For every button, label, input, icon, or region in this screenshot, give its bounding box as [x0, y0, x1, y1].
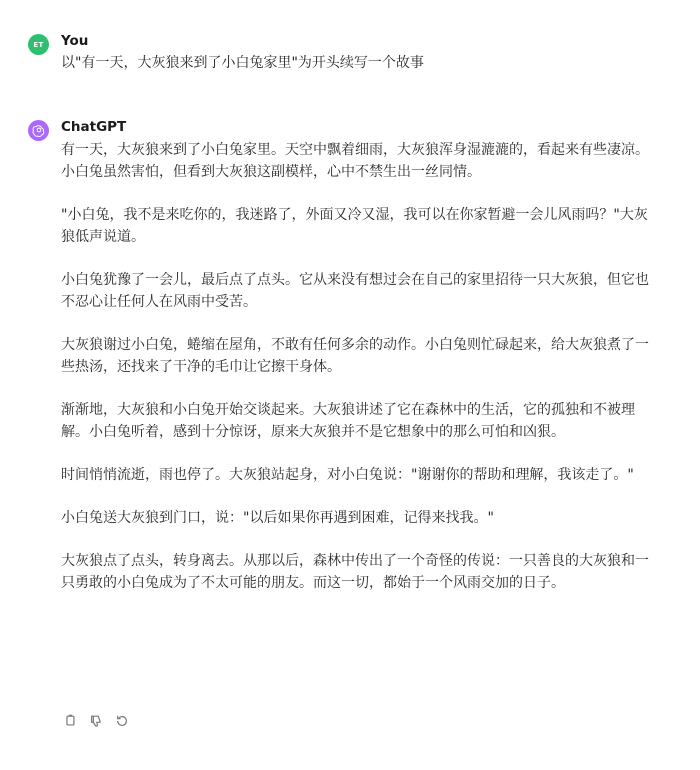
user-message-text: 以"有一天，大灰狼来到了小白兔家里"为开头续写一个故事 — [61, 55, 424, 71]
user-author-name: You — [61, 33, 89, 49]
story-paragraph: 大灰狼点了点头，转身离去。从那以后，森林中传出了一个奇怪的传说：一只善良的大灰狼和一只勇敢的小白兔成为了不太可能的朋友。而这一切，都始于一个风雨交加的日子。 — [61, 553, 649, 591]
regenerate-icon — [115, 714, 129, 728]
story-paragraph: 时间悄悄流逝，雨也停了。大灰狼站起身，对小白兔说："谢谢你的帮助和理解，我该走了。" — [61, 467, 634, 483]
story-paragraph: 渐渐地，大灰狼和小白兔开始交谈起来。大灰狼讲述了它在森林中的生活，它的孤独和不被理解。小白兔听着，感到十分惊讶，原来大灰狼并不是它想象中的那么可怕和凶狠。 — [61, 402, 635, 440]
regenerate-button[interactable] — [113, 712, 131, 730]
story-paragraph: 大灰狼谢过小白兔，蜷缩在屋角，不敢有任何多余的动作。小白兔则忙碌起来，给大灰狼煮了一些热汤，还找来了干净的毛巾让它擦干身体。 — [61, 337, 649, 375]
thumbs-down-button[interactable] — [87, 712, 105, 730]
assistant-message-body — [61, 139, 661, 615]
copy-icon — [63, 714, 77, 728]
story-paragraph: 小白兔送大灰狼到门口，说："以后如果你再遇到困难，记得来找我。" — [61, 510, 494, 526]
user-avatar — [28, 34, 49, 55]
copy-button[interactable] — [61, 712, 79, 730]
story-paragraph: 有一天，大灰狼来到了小白兔家里。天空中飘着细雨，大灰狼浑身湿漉漉的，看起来有些凄凉。小白兔虽然害怕，但看到大灰狼这副模样，心中不禁生出一丝同情。 — [61, 142, 649, 180]
story-paragraph: "小白兔，我不是来吃你的，我迷路了，外面又冷又湿，我可以在你家暂避一会儿风雨吗？"大灰狼低声说道。 — [61, 207, 648, 245]
user-avatar-initials: ET — [33, 40, 44, 49]
thumbs-down-icon — [89, 714, 103, 728]
openai-logo-icon — [28, 120, 49, 141]
message-actions — [61, 712, 131, 730]
story-paragraph: 小白兔犹豫了一会儿，最后点了点头。它从来没有想过会在自己的家里招待一只大灰狼，但它也不忍心让任何人在风雨中受苦。 — [61, 272, 649, 310]
assistant-author-name: ChatGPT — [61, 119, 127, 135]
